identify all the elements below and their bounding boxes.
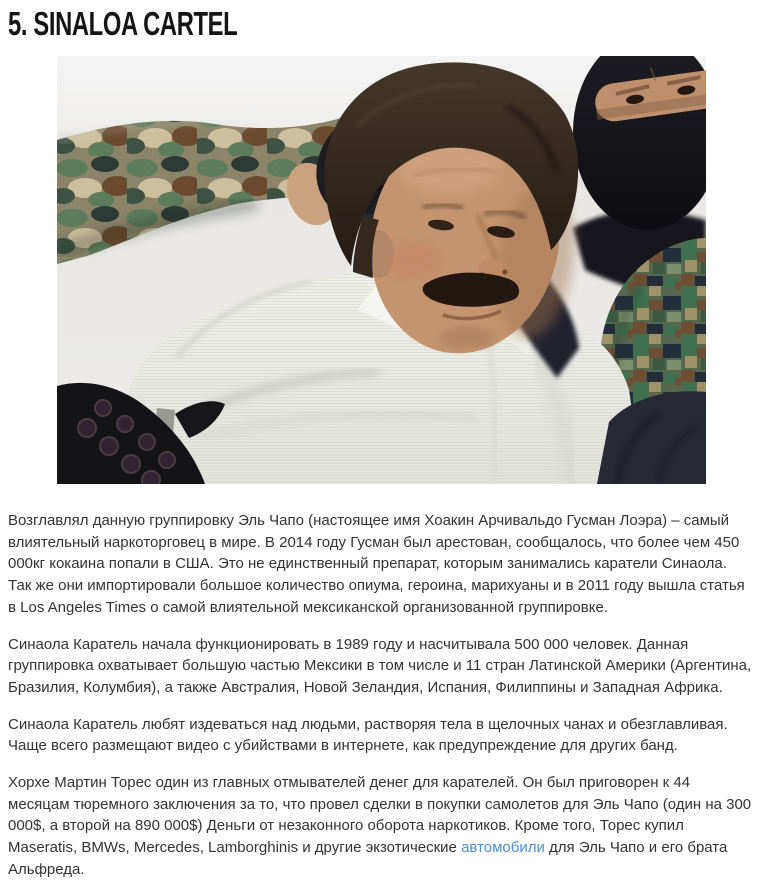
- paragraph-violence: Синаола Каратель любят издеваться над людьми, растворяя тела в щелочных чанах и обезглавливая. Чаще всего размещают видео с убийствами в интернете, как предупреждение для других банд.: [8, 715, 728, 755]
- paragraph-text-after-link: для Эль Чапо и его брата Альфреда.: [8, 839, 728, 878]
- paragraph-intro: Возглавлял данную группировку Эль Чапо (настоящее имя Хоакин Арчивальдо Гусман Лоэра) – самый влиятельный наркоторговец в мире. В 2014 году Гусман был арестован, сообщалось, что более чем 450 000кг кокаина попали в США. Это не единственный препарат, которым занимались каратели Синаола. Так же они импортировали большое количество опиума, героина, марихуаны и в 2011 году вышла статья в Los Angeles Times о самой влиятельной мексиканской организованной группировке.: [8, 512, 745, 616]
- cars-link[interactable]: автомобили: [461, 839, 545, 857]
- page-title: 5. SINALOA CARTEL: [8, 5, 238, 42]
- el-chapo-arrest-photo: [57, 56, 706, 484]
- paragraph-text-before-link: Хорхе Мартин Торес один из главных отмывателей денег для карателей. Он был приговорен к 44 месяцам тюремного заключения за то, что провел сделки в покупки самолетов для Эль Чапо (один на 300 000$, а второй на 890 000$) Деньги от незаконного оборота наркотиков. Кроме того, Торес купил Maseratis, BMWs, Mercedes, Lamborghinis и другие экзотические: [8, 774, 752, 857]
- paragraph-history: Синаола Каратель начала функционировать в 1989 году и насчитывала 500 000 человек. Данная группировка охватывает большую частью Мексики в том числе и 11 стран Латинской Америки (Аргентина, Бразилия, Колумбия), а также Австралия, Новой Зеландия, Испания, Филиппины и Западная Африка.: [8, 635, 752, 696]
- paragraph-money-laundering: [8, 772, 754, 881]
- arrest-scene-illustration: [57, 56, 706, 484]
